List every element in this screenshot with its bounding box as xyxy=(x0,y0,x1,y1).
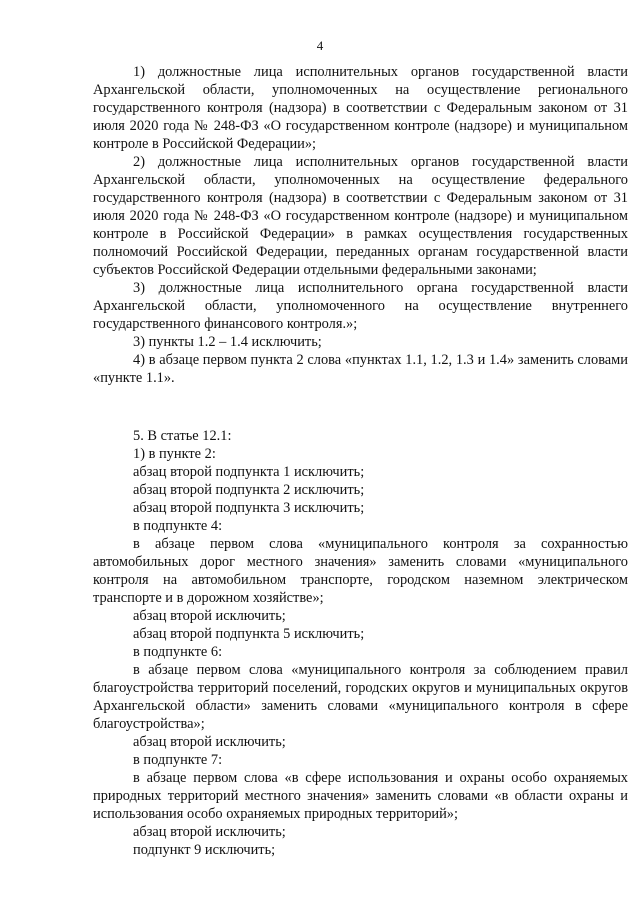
paragraph: 1) в пункте 2: xyxy=(133,446,216,462)
page-number: 4 xyxy=(316,38,324,53)
paragraph: 4) в абзаце первом пункта 2 слова «пунктах 1.1, 1.2, 1.3 и 1.4» заменить словами «пункте 1.1». xyxy=(93,352,628,386)
paragraph: в подпункте 7: xyxy=(133,752,223,768)
paragraph: абзац второй подпункта 1 исключить; xyxy=(133,464,365,480)
paragraph: абзац второй подпункта 2 исключить; xyxy=(133,482,365,498)
paragraph: 3) пункты 1.2 – 1.4 исключить; xyxy=(133,334,322,350)
paragraph: в абзаце первом слова «муниципального контроля за соблюдением правил благоустройства территорий поселений, городских округов и муниципальных округов Архангельской области» заменить словами «муниципального контроля в сфере благоустройства»; xyxy=(93,662,628,732)
paragraph: 3) должностные лица исполнительного органа государственной власти Архангельской области, уполномоченного на осуществление внутреннего государственного финансового контроля.»; xyxy=(93,280,628,332)
paragraph: 2) должностные лица исполнительных органов государственной власти Архангельской области, уполномоченных на осуществление федерального государственного контроля (надзора) в соответствии с Федеральным законом от 31 июля 2020 года № 248-ФЗ «О государственном контроле (надзоре) и муниципальном контроле в Российской Федерации» в рамках осуществления государственных полномочий Российской Федерации, переданных органам государственной власти субъектов Российской Федерации отдельными федеральными законами; xyxy=(93,154,628,278)
paragraph: абзац второй исключить; xyxy=(133,608,286,624)
paragraph: абзац второй подпункта 3 исключить; xyxy=(133,500,365,516)
section-heading: 5. В статье 12.1: xyxy=(133,428,232,444)
paragraph: абзац второй подпункта 5 исключить; xyxy=(133,626,365,642)
paragraph: в абзаце первом слова «муниципального контроля за сохранностью автомобильных дорог местного значения» заменить словами «муниципального контроля на автомобильном транспорте, городском наземном электрическом транспорте и в дорожном хозяйстве»; xyxy=(93,536,628,606)
paragraph: 1) должностные лица исполнительных органов государственной власти Архангельской области, уполномоченных на осуществление регионального государственного контроля (надзора) в соответствии с Федеральным законом от 31 июля 2020 года № 248-ФЗ «О государственном контроле (надзоре) и муниципальном контроле в Российской Федерации»; xyxy=(93,64,628,152)
paragraph: в подпункте 4: xyxy=(133,518,223,534)
paragraph: абзац второй исключить; xyxy=(133,824,286,840)
paragraph: в подпункте 6: xyxy=(133,644,223,660)
document-body xyxy=(93,63,628,859)
paragraph: подпункт 9 исключить; xyxy=(133,842,276,858)
paragraph: в абзаце первом слова «в сфере использования и охраны особо охраняемых природных территорий местного значения» заменить словами «в области охраны и использования особо охраняемых природных территорий»; xyxy=(93,770,628,822)
paragraph: абзац второй исключить; xyxy=(133,734,286,750)
